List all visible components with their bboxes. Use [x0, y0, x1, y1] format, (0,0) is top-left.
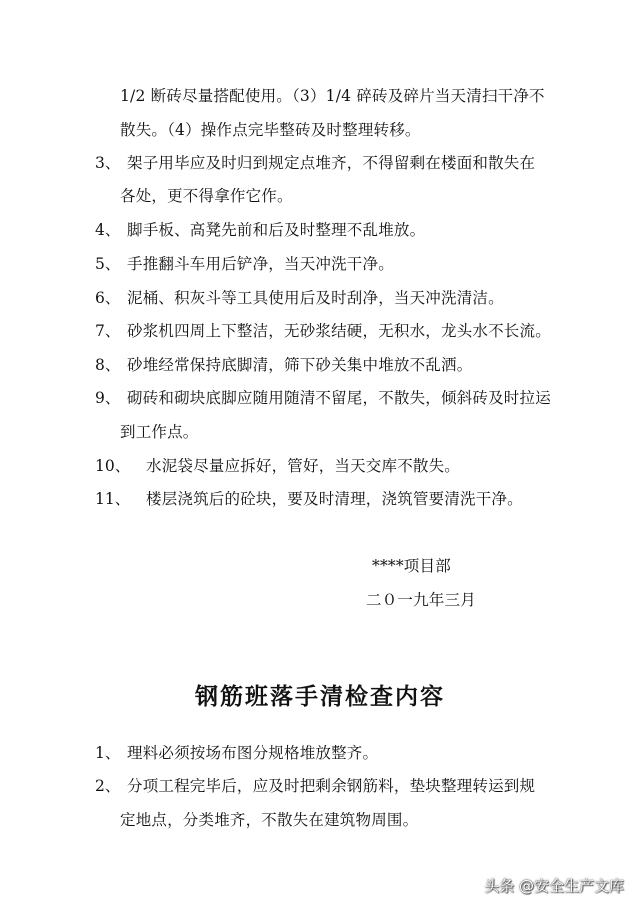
- rebar-item-2-line-2: 定地点，分类堆齐，不散失在建筑物周围。: [120, 811, 419, 829]
- item-5-text: 手推翻斗车用后铲净，当天冲洗干净。: [127, 255, 394, 273]
- item-6-text: 泥桶、积灰斗等工具使用后及时刮净，当天冲洗清洁。: [127, 289, 504, 307]
- source-watermark: 头条 @安全生产文库: [484, 877, 624, 895]
- rebar-item-2-line-1: 分项工程完毕后，应及时把剩余钢筋料，垫块整理转运到规: [127, 777, 536, 795]
- item-9-line-1: 砌砖和砌块底脚应随用随清不留尾，不散失，倾斜砖及时拉运: [127, 389, 551, 407]
- item-11-number: 11、: [95, 490, 131, 508]
- item-5-number: 5、: [95, 255, 121, 273]
- item-9-number: 9、: [95, 389, 121, 407]
- item-8-number: 8、: [95, 356, 121, 374]
- rebar-item-2-number: 2、: [95, 777, 121, 795]
- item-6-number: 6、: [95, 289, 121, 307]
- item-8-text: 砂堆经常保持底脚清，筛下砂关集中堆放不乱洒。: [127, 356, 473, 374]
- item-7-text: 砂浆机四周上下整洁，无砂浆结硬，无积水，龙头水不长流。: [127, 322, 551, 340]
- item-3-line-2: 各处，更不得拿作它作。: [120, 187, 293, 205]
- item-11-text: 楼层浇筑后的砼块，要及时清理，浇筑管要清洗干净。: [146, 490, 523, 508]
- item-10-number: 10、: [95, 457, 131, 475]
- item-3-line-1: 架子用毕应及时归到规定点堆齐，不得留剩在楼面和散失在: [127, 154, 536, 172]
- item-4-text: 脚手板、高凳先前和后及时整理不乱堆放。: [127, 221, 426, 239]
- rebar-item-1-text: 理料必须按场布图分规格堆放整齐。: [127, 744, 379, 762]
- item-7-number: 7、: [95, 322, 121, 340]
- item-10-text: 水泥袋尽量应拆好，管好，当天交库不散失。: [146, 457, 461, 475]
- continuation-line-1: 1/2 断砖尽量搭配使用。（3）1/4 碎砖及碎片当天清扫干净不: [120, 87, 545, 105]
- signature-date: 二０一九年三月: [366, 591, 476, 609]
- continuation-line-2: 散失。（4）操作点完毕整砖及时整理转移。: [120, 121, 421, 139]
- item-4-number: 4、: [95, 221, 121, 239]
- item-9-line-2: 到工作点。: [120, 423, 199, 441]
- section-title: 钢筋班落手清检查内容: [195, 684, 445, 710]
- item-3-number: 3、: [95, 154, 121, 172]
- signature-department: ****项目部: [372, 557, 451, 575]
- rebar-item-1-number: 1、: [95, 744, 121, 762]
